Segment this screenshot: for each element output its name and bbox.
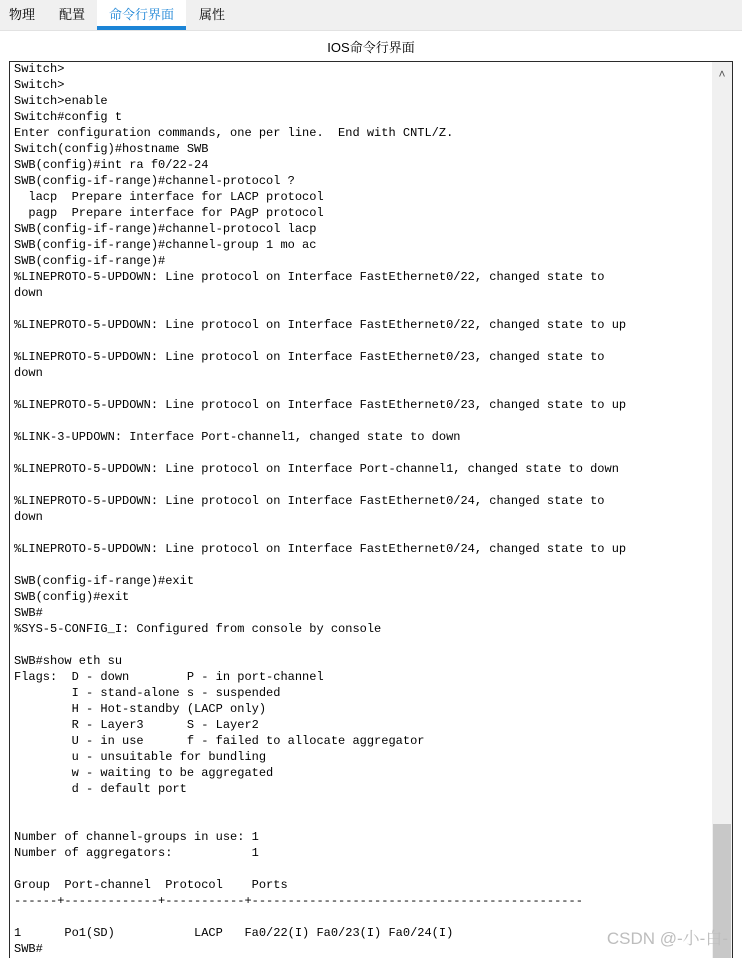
chevron-up-icon[interactable]: ˄ xyxy=(718,67,726,81)
tab-bar xyxy=(0,0,742,31)
tab-attributes[interactable]: 属性 xyxy=(198,7,225,22)
tab-physical[interactable]: 物理 xyxy=(8,7,35,22)
tab-config[interactable]: 配置 xyxy=(58,7,85,22)
cli-console[interactable] xyxy=(9,61,733,958)
watermark: CSDN @-小-白- xyxy=(606,929,728,948)
vertical-scrollbar[interactable] xyxy=(712,62,732,958)
panel-title: IOS命令行界面 xyxy=(327,40,415,55)
terminal-output[interactable]: Switch> Switch> Switch>enable Switch#config t Enter configuration commands, one per line. End with CNTL/Z. Switch(config)#hostname SWB SWB(config)#int ra f0/22-24 SWB(config-if-range)#channel-protocol ? lacp Prepare interface for LACP protocol pagp Prepare interface for PAgP protocol SWB(config-if-range)#channel-protocol lacp SWB(config-if-range)#channel-group 1 mo ac SWB(config-if-range)# %LINEPROTO-5-UPDOWN: Line protocol on Interface FastEthernet0/22, changed state to down %LINEPROTO-5-UPDOWN: Line protocol on Interface FastEthernet0/22, changed state to up %LINEPROTO-5-UPDOWN: Line protocol on Interface FastEthernet0/23, changed state to down %LINEPROTO-5-UPDOWN: Line protocol on Interface FastEthernet0/23, changed state to up %LINK-3-UPDOWN: Interface Port-channel1, changed state to down %LINEPROTO-5-UPDOWN: Line protocol on Interface Port-channel1, changed state to down %LINEPROTO-5-UPDOWN: Line protocol on Interface FastEthernet0/24, changed state to down %LINEPROTO-5-UPDOWN: Line protocol on Interface FastEthernet0/24, changed state to up SWB(config-if-range)#exit SWB(config)#exit SWB# %SYS-5-CONFIG_I: Configured from console by console SWB#show eth su Flags: D - down P - in port-channel I - stand-alone s - suspended H - Hot-standby (LACP only) R - Layer3 S - Layer2 U - in use f - failed to allocate aggregator u - unsuitable for bundling w - waiting to be aggregated d - default port Number of channel-groups in use: 1 Number of aggregators: 1 Group Port-channel Protocol Ports ------+-------------+-----------+---------------------------------------------- 1 Po1(SD) LACP Fa0/22(I) Fa0/23(I) Fa0/24(I) SWB# xyxy=(14,62,627,956)
tab-cli[interactable]: 命令行界面 xyxy=(97,0,186,28)
